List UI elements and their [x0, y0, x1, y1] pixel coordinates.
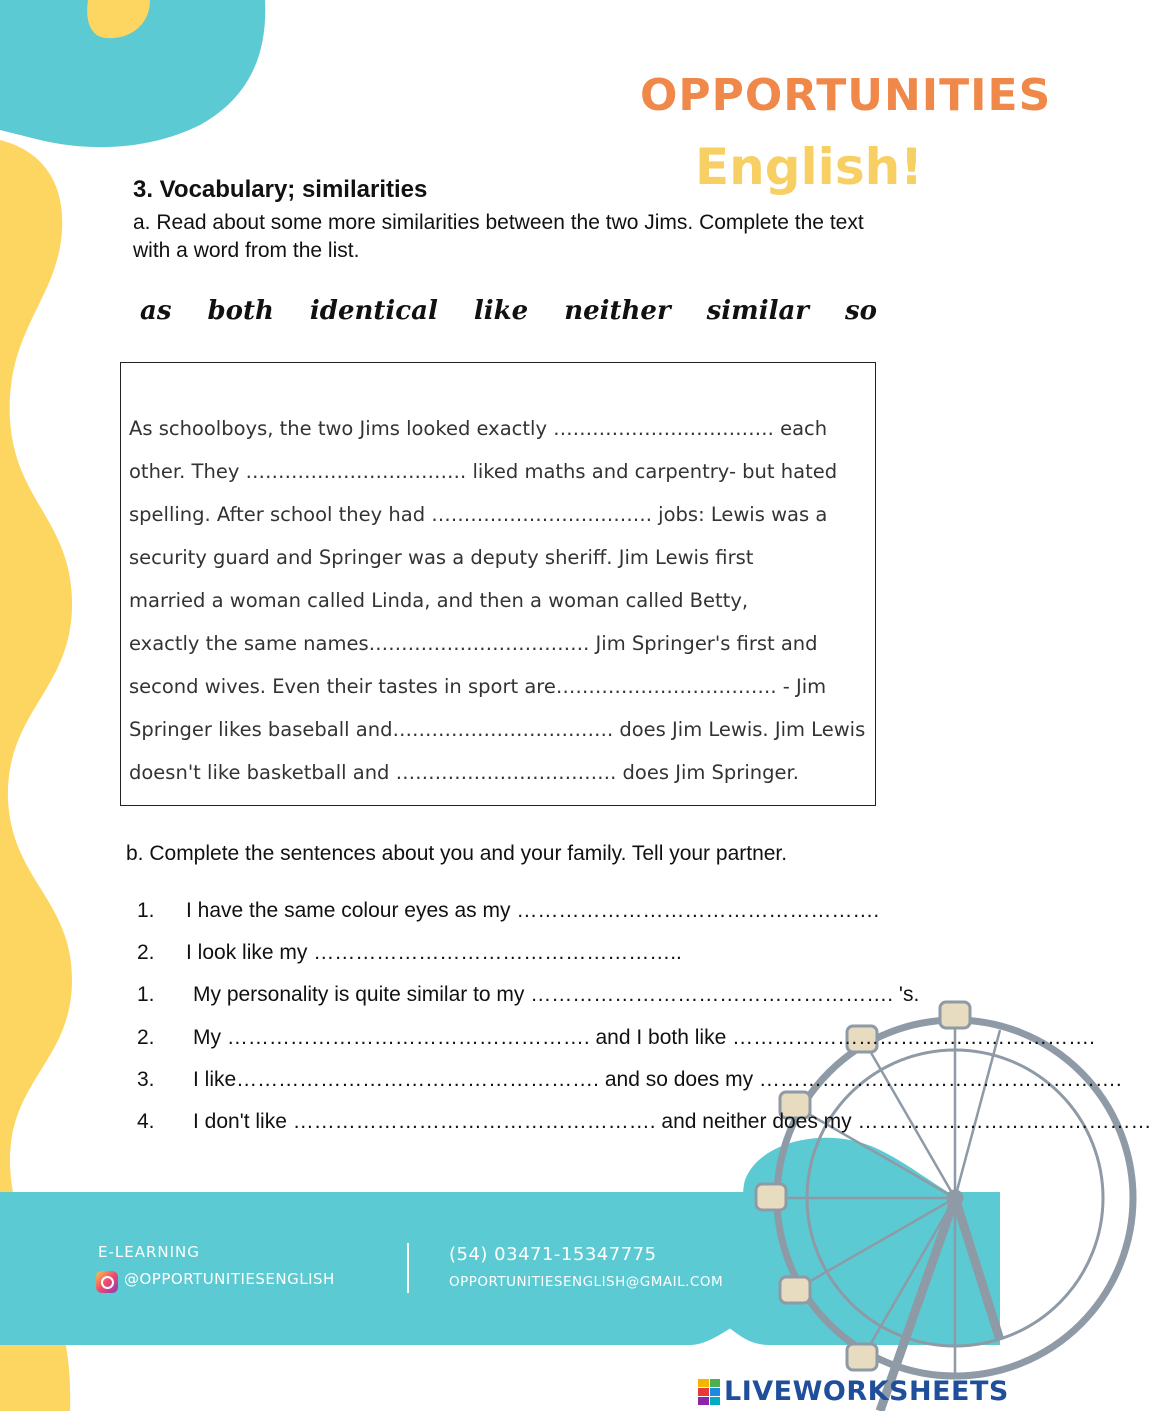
- sentence-text: I look like my ……………………………………………..: [186, 941, 682, 964]
- word-bank-item: similar: [706, 296, 809, 326]
- word-bank-item: like: [473, 296, 529, 326]
- passage-line: security guard and Springer was a deputy sheriff. Jim Lewis first: [129, 546, 754, 569]
- word-bank-item: so: [845, 296, 877, 326]
- brand-logo-bottom: English!: [695, 138, 923, 196]
- word-bank-item: neither: [564, 296, 671, 326]
- word-bank-item: as: [140, 296, 172, 326]
- sentence-number: 1.: [137, 899, 155, 922]
- passage-line: Springer likes baseball and……………………………. does Jim Lewis. Jim Lewis: [129, 718, 866, 741]
- footer-label: E-LEARNING: [98, 1243, 200, 1261]
- passage-box: [120, 362, 876, 806]
- passage-line: doesn't like basketball and ……………………………. does Jim Springer.: [129, 761, 799, 784]
- sentence-number: 3.: [137, 1068, 155, 1091]
- instagram-handle[interactable]: @OPPORTUNITIESENGLISH: [124, 1270, 335, 1288]
- passage-line: spelling. After school they had ……………………………. jobs: Lewis was a: [129, 503, 828, 526]
- sentence-number: 2.: [137, 941, 155, 964]
- sentence-text: I don't like ……………………………………………. and neither does my ……………………………………: [193, 1110, 1152, 1133]
- instruction-b: b. Complete the sentences about you and your family. Tell your partner.: [126, 842, 788, 865]
- section-heading: 3. Vocabulary; similarities: [133, 176, 428, 203]
- passage-text: [129, 407, 869, 794]
- passage-line: married a woman called Linda, and then a woman called Betty,: [129, 589, 749, 612]
- footer-divider: [407, 1243, 409, 1293]
- sentence-text: My personality is quite similar to my ……………………………………………. 's.: [193, 983, 920, 1006]
- footer-phone: (54) 03471-15347775: [449, 1244, 657, 1265]
- sentence-text: I like……………………………………………. and so does my …………………………………………….: [193, 1068, 1122, 1091]
- liveworksheets-text: LIVEWORKSHEETS: [724, 1376, 1009, 1407]
- word-bank-item: identical: [309, 296, 438, 326]
- passage-line: other. They ……………………………. liked maths and carpentry- but hated: [129, 460, 838, 483]
- liveworksheets-logo: [698, 1376, 1009, 1407]
- sentence-number: 2.: [137, 1026, 155, 1049]
- instagram-icon: [96, 1271, 118, 1293]
- sentence-text: I have the same colour eyes as my …………………………………………….: [186, 899, 880, 922]
- sentence-number: 4.: [137, 1110, 155, 1133]
- liveworksheets-icon: [698, 1379, 720, 1405]
- sentence-text: My ……………………………………………. and I both like …………………………………………….: [193, 1026, 1095, 1049]
- footer-email[interactable]: OPPORTUNITIESENGLISH@GMAIL.COM: [449, 1274, 724, 1290]
- passage-line: exactly the same names……………………………. Jim Springer's first and: [129, 632, 818, 655]
- word-bank: [140, 296, 877, 326]
- passage-line: As schoolboys, the two Jims looked exactly ……………………………. each: [129, 417, 828, 440]
- word-bank-item: both: [207, 296, 274, 326]
- sentence-number: 1.: [137, 983, 155, 1006]
- brand-logo-top: OPPORTUNITIES: [640, 70, 1052, 121]
- instruction-a: a. Read about some more similarities between the two Jims. Complete the text with a word from the list.: [133, 211, 864, 262]
- passage-line: second wives. Even their tastes in sport are……………………………. - Jim: [129, 675, 827, 698]
